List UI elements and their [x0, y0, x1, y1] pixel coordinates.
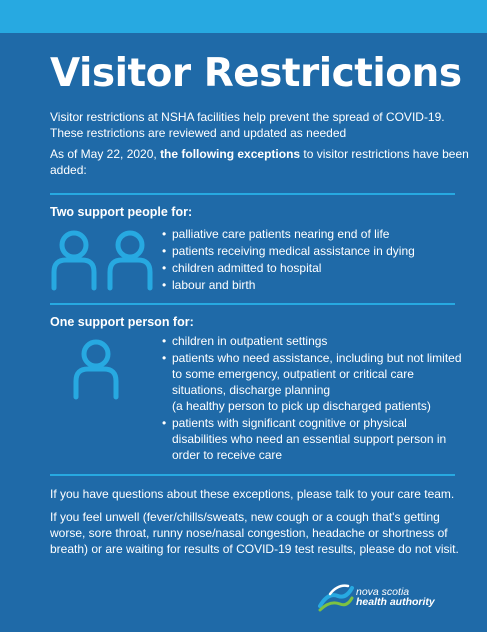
- section2-heading: One support person for:: [50, 315, 194, 329]
- intro-text: [50, 109, 470, 178]
- divider-middle: [50, 303, 455, 305]
- intro-exceptions-paragraph: [50, 146, 470, 178]
- list-item-text: patients who need assistance, including but not limited to some emergency, outpatient or critical care situations, discharge planning: [172, 351, 462, 397]
- person-outline-icon: [72, 337, 120, 401]
- section2-list: [162, 333, 462, 464]
- list-item-note: (a healthy person to pick up discharged patients): [172, 399, 431, 413]
- intro-bold-text: the following exceptions: [160, 147, 301, 161]
- section1-heading: Two support people for:: [50, 205, 193, 219]
- list-item: • palliative care patients nearing end of life: [162, 226, 462, 242]
- list-item: • labour and birth: [162, 277, 462, 293]
- list-item: • patients with significant cognitive or physical disabilities who need an essential support person in order to receive care: [162, 415, 462, 463]
- logo-line1: nova scotia: [356, 585, 410, 598]
- intro-suffix-text: to visitor restrictions have been added:: [50, 147, 469, 177]
- section1-list: [162, 226, 462, 294]
- list-item: • patients receiving medical assistance in dying: [162, 243, 462, 259]
- footer-text: [50, 486, 465, 557]
- person-outline-icon: [50, 228, 98, 292]
- top-accent-bar: [0, 0, 487, 33]
- unwell-paragraph: If you feel unwell (fever/chills/sweats, new cough or a cough that's getting worse, sore throat, runny nose/nasal congestion, headache or shortness of breath) or are waiting for results of COVID-19 test results, please do not visit.: [50, 510, 459, 556]
- logo-line2: health authority: [356, 596, 435, 608]
- divider-bottom: [50, 474, 455, 476]
- questions-paragraph: If you have questions about these exceptions, please talk to your care team.: [50, 487, 455, 501]
- person-outline-icon: [106, 228, 154, 292]
- intro-date-text: As of May 22, 2020,: [50, 147, 161, 161]
- nsha-logo: [318, 582, 435, 612]
- list-item: • children in outpatient settings: [162, 333, 462, 349]
- wave-logo-icon: [318, 582, 354, 612]
- list-item: [162, 350, 462, 414]
- divider-top: [50, 193, 455, 195]
- page-title: Visitor Restrictions: [50, 51, 462, 96]
- list-item: • children admitted to hospital: [162, 260, 462, 276]
- two-people-icon-group: [50, 228, 154, 292]
- intro-paragraph: Visitor restrictions at NSHA facilities help prevent the spread of COVID-19. These restrictions are reviewed and updated as needed: [50, 110, 445, 140]
- one-person-icon-group: [72, 337, 120, 401]
